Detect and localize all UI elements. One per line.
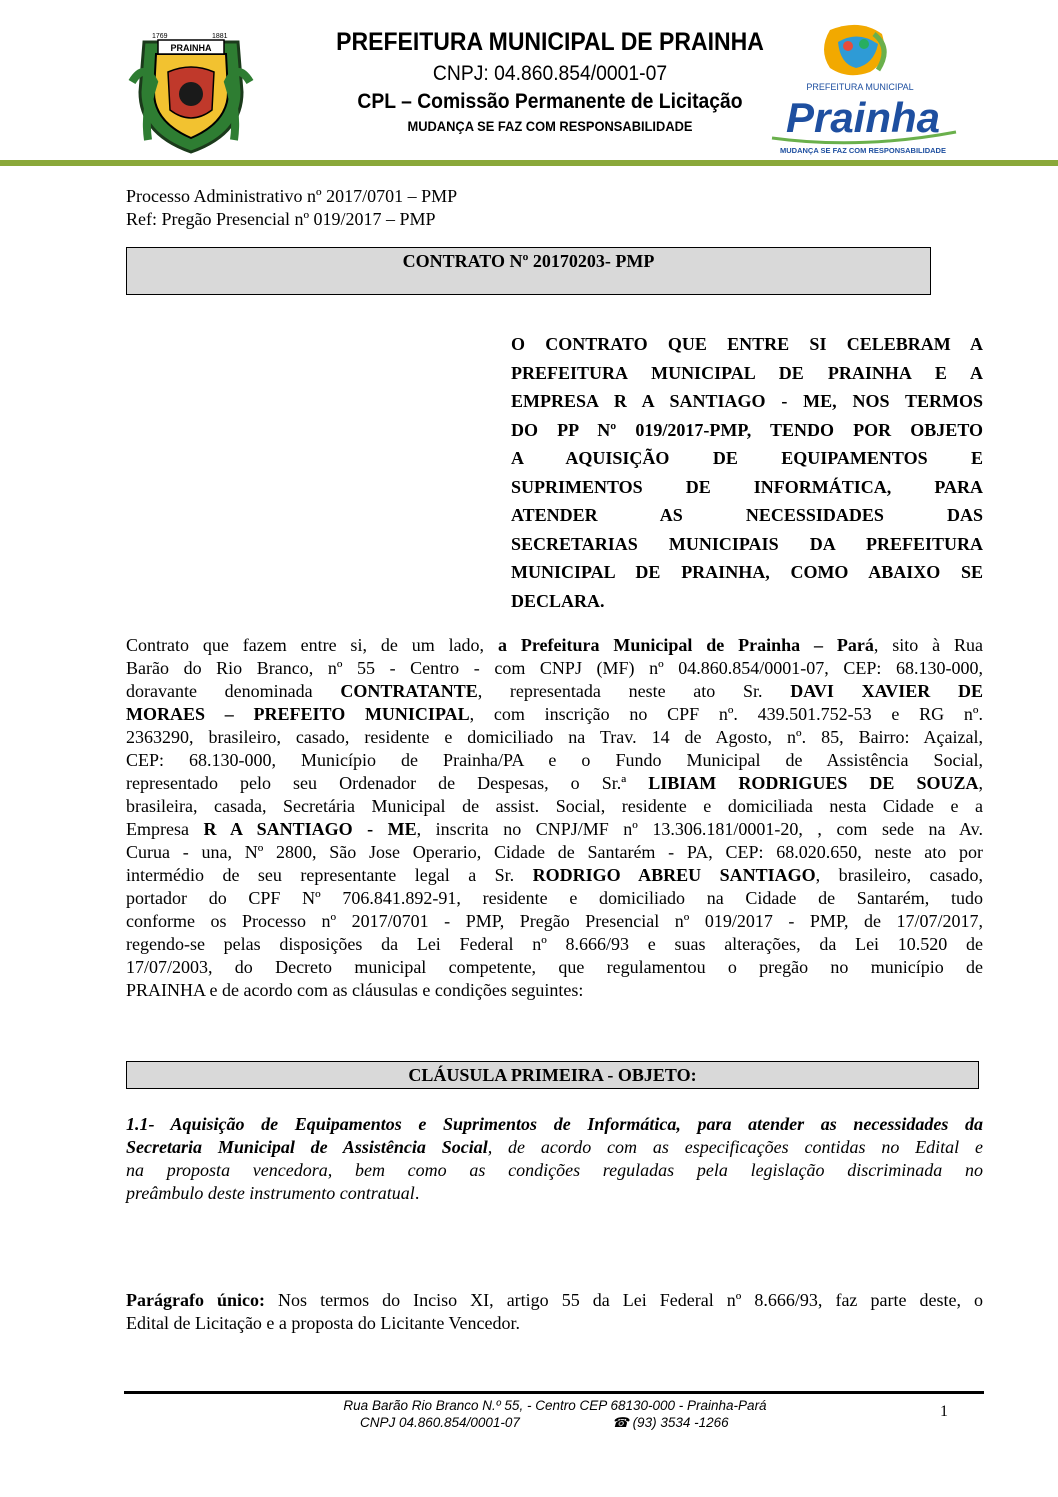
- sole-paragraph-line: Edital de Licitação e a proposta do Licitante Vencedor.: [126, 1313, 521, 1333]
- clause-line: 1.1- Aquisição de Equipamentos e Suprimentos de Informática, para atender as necessidades da: [126, 1114, 983, 1134]
- crest-year-left: 1769: [152, 33, 168, 40]
- clause-line: na proposta vencedora, bem como as condições reguladas pela legislação discriminada no: [126, 1160, 983, 1180]
- prainha-logo: [760, 20, 966, 162]
- clause-line: preâmbulo deste instrumento contratual.: [126, 1183, 420, 1203]
- summary-line: PREFEITURA MUNICIPAL DE PRAINHA E A: [511, 362, 983, 383]
- page-number: 1: [940, 1403, 948, 1420]
- header-motto: MUDANÇA SE FAZ COM RESPONSABILIDADE: [407, 118, 693, 134]
- preamble-line: Barão do Rio Branco, nº 55 - Centro - com CNPJ (MF) nº 04.860.854/0001-07, CEP: 68.130-000,: [126, 658, 983, 678]
- clause-one-title: CLÁUSULA PRIMEIRA - OBJETO:: [408, 1065, 697, 1085]
- footer-cnpj: CNPJ 04.860.854/0001-07: [360, 1415, 520, 1430]
- municipal-crest: [124, 22, 258, 156]
- preamble-line: 17/07/2003, do Decreto municipal competente, que regulamentou o pregão no município de: [126, 957, 983, 977]
- summary-line: DO PP Nº 019/2017-PMP, TENDO POR OBJETO: [511, 419, 983, 440]
- summary-line: A AQUISIÇÃO DE EQUIPAMENTOS E: [511, 448, 983, 468]
- preamble-line: PRAINHA e de acordo com as cláusulas e condições seguintes:: [126, 980, 584, 1000]
- logo-word: Prainha: [785, 94, 941, 141]
- contract-title: CONTRATO Nº 20170203- PMP: [402, 251, 655, 271]
- preamble-line: portador do CPF Nº 706.841.892-91, residente e domiciliado na Cidade de Santarém, tudo: [126, 888, 983, 908]
- sole-paragraph-line: Parágrafo único: Nos termos do Inciso XI, artigo 55 da Lei Federal nº 8.666/93, faz parte deste, o: [126, 1290, 983, 1310]
- preamble-line: doravante denominada CONTRATANTE, representada neste ato Sr. DAVI XAVIER DE: [126, 681, 983, 701]
- contract-title-box: [126, 247, 931, 295]
- preamble-line: Contrato que fazem entre si, de um lado, a Prefeitura Municipal de Prainha – Pará, sito à Rua: [126, 635, 984, 655]
- clause-one-title-box: [126, 1061, 979, 1089]
- preamble-line: brasileira, casada, Secretária Municipal de assist. Social, residente e domiciliada nesta Cidade e a: [126, 796, 983, 816]
- summary-line: O CONTRATO QUE ENTRE SI CELEBRAM A: [511, 334, 983, 354]
- preamble-line: MORAES – PREFEITO MUNICIPAL, com inscrição no CPF nº. 439.501.752-53 e RG nº.: [126, 704, 983, 724]
- processo-ref: Processo Administrativo nº 2017/0701 – PMP: [126, 186, 458, 206]
- preamble-line: Curua - una, Nº 2800, São Jose Operario, Cidade de Santarém - PA, CEP: 68.020.650, neste ato por: [126, 842, 983, 862]
- header-cnpj: CNPJ: 04.860.854/0001-07: [432, 62, 668, 85]
- contract-summary: [511, 330, 983, 615]
- sole-paragraph: [126, 1289, 983, 1335]
- footer-divider: [124, 1391, 984, 1394]
- preamble-line: Empresa R A SANTIAGO - ME, inscrita no CNPJ/MF nº 13.306.181/0001-20, , com sede na Av.: [126, 819, 983, 839]
- preamble-paragraph: [126, 634, 983, 1002]
- sole-paragraph-label: Parágrafo único:: [126, 1290, 266, 1310]
- header-title: PREFEITURA MUNICIPAL DE PRAINHA: [336, 28, 764, 56]
- summary-line: MUNICIPAL DE PRAINHA, COMO ABAIXO SE: [511, 562, 983, 582]
- header-divider: [0, 160, 1058, 166]
- pregao-ref: Ref: Pregão Presencial nº 019/2017 – PMP: [126, 209, 436, 229]
- logo-top-text: PREFEITURA MUNICIPAL: [806, 82, 914, 92]
- summary-line: SECRETARIAS MUNICIPAIS DA PREFEITURA: [511, 533, 983, 554]
- summary-line: ATENDER AS NECESSIDADES DAS: [511, 505, 983, 525]
- summary-line: EMPRESA R A SANTIAGO - ME, NOS TERMOS: [511, 391, 983, 411]
- preamble-line: CEP: 68.130-000, Município de Prainha/PA e o Fundo Municipal de Assistência Social,: [126, 750, 983, 770]
- clause-one-text: [126, 1113, 983, 1205]
- preamble-line: 2363290, brasileiro, casado, residente e domiciliado na Trav. 14 de Agosto, nº. 85, Bairro: Açaizal,: [126, 727, 983, 747]
- crest-year-right: 1881: [212, 33, 228, 40]
- footer-address: Rua Barão Rio Branco N.º 55, - Centro CEP 68130-000 - Prainha-Pará: [343, 1398, 767, 1413]
- summary-line: SUPRIMENTOS DE INFORMÁTICA, PARA: [511, 476, 983, 497]
- footer-phone: ☎ (93) 3534 -1266: [612, 1415, 729, 1430]
- clause-line: Secretaria Municipal de Assistência Social, de acordo com as especificações contidas no Edital e: [126, 1137, 983, 1157]
- logo-motto: MUDANÇA SE FAZ COM RESPONSABILIDADE: [780, 146, 946, 155]
- summary-line: DECLARA.: [511, 590, 605, 611]
- header-cpl: CPL – Comissão Permanente de Licitação: [357, 90, 743, 113]
- preamble-line: regendo-se pelas disposições da Lei Federal nº 8.666/93 e suas alterações, da Lei 10.520 de: [126, 934, 983, 954]
- preamble-line: conforme os Processo nº 2017/0701 - PMP, Pregão Presencial nº 019/2017 - PMP, de 17/07/2017,: [126, 911, 983, 931]
- preamble-line: representado pelo seu Ordenador de Despesas, o Sr.ª LIBIAM RODRIGUES DE SOUZA,: [126, 773, 983, 793]
- crest-banner-text: PRAINHA: [170, 43, 212, 53]
- preamble-line: intermédio de seu representante legal a Sr. RODRIGO ABREU SANTIAGO, brasileiro, casado,: [126, 865, 984, 885]
